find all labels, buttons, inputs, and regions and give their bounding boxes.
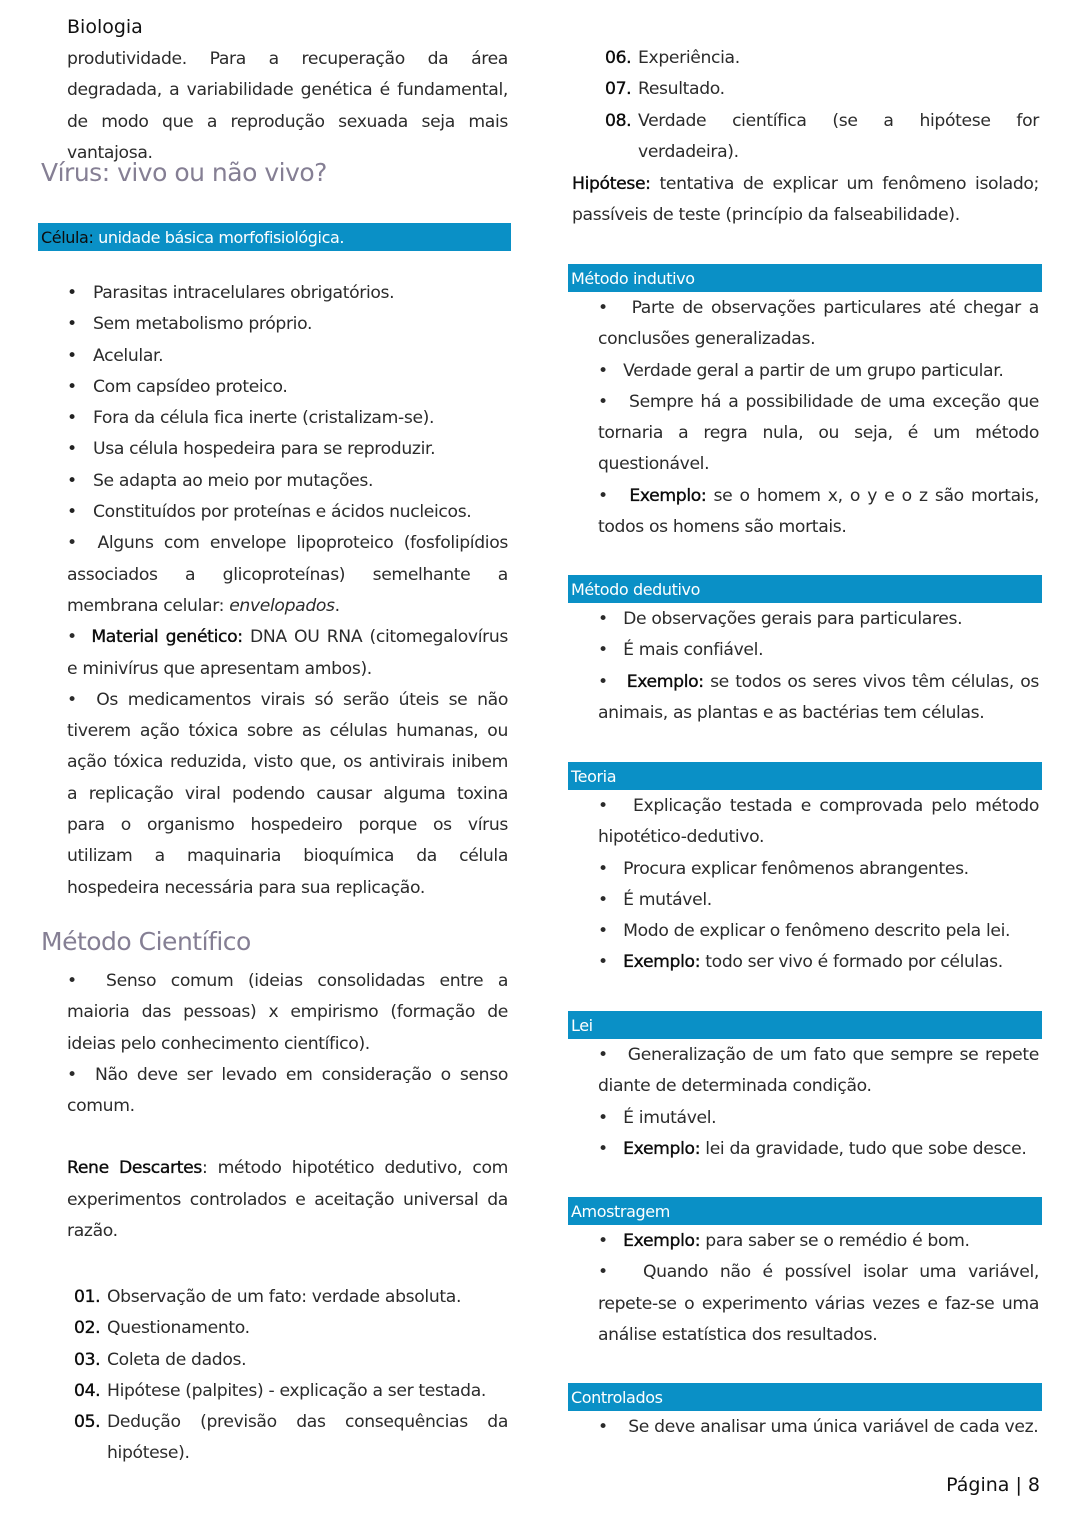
genetic-label: Material genético: <box>91 627 243 648</box>
bullet-icon: • <box>67 1064 95 1085</box>
section-bar-theory: Teoria <box>568 762 1042 790</box>
descartes-paragraph: Rene Descartes: método hipotético dedutivo, com experimentos controlados e aceitação universal da razão. <box>67 1158 509 1242</box>
inductive-items <box>598 293 1039 543</box>
list-item: • Verdade geral a partir de um grupo particular. <box>598 360 1004 381</box>
list-item: • De observações gerais para particulares. <box>598 609 963 629</box>
bullet-icon: • <box>598 1045 628 1065</box>
list-item: • Com capsídeo proteico. <box>67 372 508 403</box>
intro-paragraph: produtividade. Para a recuperação da área degradada, a variabilidade genética é fundamental, de modo que a reprodução sexuada seja mais vantajosa. <box>67 49 508 163</box>
envelopados-term: envelopados <box>229 595 335 616</box>
section-bar-sampling: Amostragem <box>568 1197 1042 1225</box>
list-item: • Parasitas intracelulares obrigatórios. <box>67 278 508 309</box>
step-item: 01. Observação de um fato: verdade absoluta. <box>74 1287 462 1307</box>
descartes-label: Rene Descartes <box>67 1158 202 1179</box>
step-item: 03. Coleta de dados. <box>74 1349 247 1370</box>
list-item: • Exemplo: para saber se o remédio é bom. <box>598 1231 970 1251</box>
method-heading: Método Científico <box>41 927 251 956</box>
page-header-subject: Biologia <box>67 16 143 38</box>
section-bar-inductive: Método indutivo <box>568 264 1042 292</box>
virus-bullets-block <box>67 278 508 904</box>
bullet-icon: • <box>598 640 624 661</box>
bullet-icon: • <box>598 360 624 381</box>
medicine-item: • Os medicamentos virais só serão úteis se não tiverem ação tóxica sobre as células humanas, ou ação tóxica reduzida, visto que, os antivirais inibem a replicação viral podendo causar alguma toxina para o organismo hospedeiro porque os vírus utilizam a maquinaria bioquímica da célula hospedeira necessária para sua replicação. <box>67 689 509 898</box>
bullet-icon: • <box>598 671 627 692</box>
cell-definition-bar <box>38 223 511 251</box>
bullet-icon: • <box>67 533 98 554</box>
step-item: 06. Experiência. <box>605 48 740 68</box>
list-item: • Sem metabolismo próprio. <box>67 309 508 340</box>
list-item: • É imutável. <box>598 1107 717 1128</box>
bullet-icon: • <box>598 485 630 506</box>
hypothesis-label: Hipótese: <box>572 174 651 194</box>
list-item: • Se adapta ao meio por mutações. <box>67 466 508 497</box>
list-item: • Usa célula hospedeira para se reproduzir. <box>67 434 508 465</box>
list-item: • Acelular. <box>67 341 508 372</box>
virus-heading: Vírus: vivo ou não vivo? <box>41 158 327 187</box>
list-item: • É mais confiável. <box>598 640 764 661</box>
list-item: • Sempre há a possibilidade de uma exceção que tornaria a regra nula, ou seja, é um método questionável. <box>598 391 1039 475</box>
envelope-item: • Alguns com envelope lipoproteico (fosfolipídios associados a glicoproteínas) semelhante a membrana celular: envelopados. <box>67 533 508 616</box>
bullet-icon: • <box>67 627 92 648</box>
common-sense-note-item: • Não deve ser levado em consideração o senso comum. <box>67 1064 508 1117</box>
list-item: • Exemplo: se o homem x, o y e o z são mortais, todos os homens são mortais. <box>598 485 1039 538</box>
bullet-icon: • <box>598 1417 629 1437</box>
bullet-icon: • <box>598 858 624 879</box>
list-item: • Explicação testada e comprovada pelo método hipotético-dedutivo. <box>598 796 1039 848</box>
bullet-icon: • <box>598 1107 624 1128</box>
sampling-items <box>598 1226 1039 1351</box>
step-item: 08. Verdade científica (se a hipótese for verdadeira). <box>605 110 1039 162</box>
list-item: • Quando não é possível isolar uma variável, repete-se o experimento várias vezes e faz-se uma análise estatística dos resultados. <box>598 1262 1039 1345</box>
list-item: • Parte de observações particulares até chegar a conclusões generalizadas. <box>598 298 1039 350</box>
bullet-icon: • <box>598 391 630 412</box>
bullet-icon: • <box>598 1262 643 1283</box>
list-item: • Exemplo: lei da gravidade, tudo que sobe desce. <box>598 1138 1027 1159</box>
step-item: 04. Hipótese (palpites) - explicação a ser testada. <box>74 1380 487 1401</box>
bullet-icon: • <box>598 1138 624 1159</box>
virus-bullet-list <box>67 278 508 528</box>
list-item: • Generalização de um fato que sempre se repete diante de determinada condição. <box>598 1045 1039 1097</box>
controlled-items <box>598 1412 1039 1443</box>
bullet-icon: • <box>67 689 97 710</box>
list-item: • Procura explicar fenômenos abrangentes. <box>598 858 969 879</box>
hypothesis-paragraph: Hipótese: tentativa de explicar um fenômeno isolado; passíveis de teste (princípio da falseabilidade). <box>572 174 1039 226</box>
cell-label: Célula: <box>41 228 94 247</box>
bullet-icon: • <box>598 796 633 816</box>
section-bar-deductive: Método dedutivo <box>568 575 1042 603</box>
list-item: • Constituídos por proteínas e ácidos nucleicos. <box>67 497 508 528</box>
common-sense-item: • Senso comum (ideias consolidadas entre a maioria das pessoas) x empirismo (formação de ideias pelo conhecimento científico). <box>67 971 508 1054</box>
method-block <box>67 966 508 1247</box>
bullet-icon: • <box>598 609 624 629</box>
list-item: • Exemplo: se todos os seres vivos têm células, os animais, as plantas e as bactérias tem células. <box>598 671 1039 723</box>
bullet-icon: • <box>598 298 632 318</box>
theory-items <box>598 791 1039 979</box>
bullet-icon: • <box>67 971 107 991</box>
left-column <box>67 44 508 169</box>
bullet-icon: • <box>598 952 624 973</box>
method-steps-list-2 <box>605 43 1039 168</box>
section-bar-law: Lei <box>568 1011 1042 1039</box>
step-item: 05. Dedução (previsão das consequências da hipótese). <box>74 1412 508 1464</box>
bullet-icon: • <box>598 1231 624 1251</box>
list-item: • Fora da célula fica inerte (cristalizam-se). <box>67 403 508 434</box>
bullet-icon: • <box>598 921 624 942</box>
list-item: • Modo de explicar o fenômeno descrito pela lei. <box>598 921 1011 942</box>
step-item: 07. Resultado. <box>605 79 725 100</box>
method-steps-list-1 <box>74 1282 508 1470</box>
page-number: Página | 8 <box>946 1474 1040 1496</box>
list-item: • É mutável. <box>598 889 712 910</box>
bullet-icon: • <box>598 889 624 910</box>
section-bar-controlled: Controlados <box>568 1383 1042 1411</box>
cell-text: unidade básica morfofisiológica. <box>93 228 345 247</box>
genetic-material-item: • Material genético: DNA OU RNA (citomegalovírus e minivírus que apresentam ambos). <box>67 627 508 679</box>
list-item: • Se deve analisar uma única variável de cada vez. <box>598 1417 1039 1437</box>
hypothesis-block <box>572 169 1039 232</box>
step-item: 02. Questionamento. <box>74 1318 250 1339</box>
law-items <box>598 1040 1039 1165</box>
deductive-items <box>598 604 1039 729</box>
list-item: • Exemplo: todo ser vivo é formado por células. <box>598 952 1003 973</box>
